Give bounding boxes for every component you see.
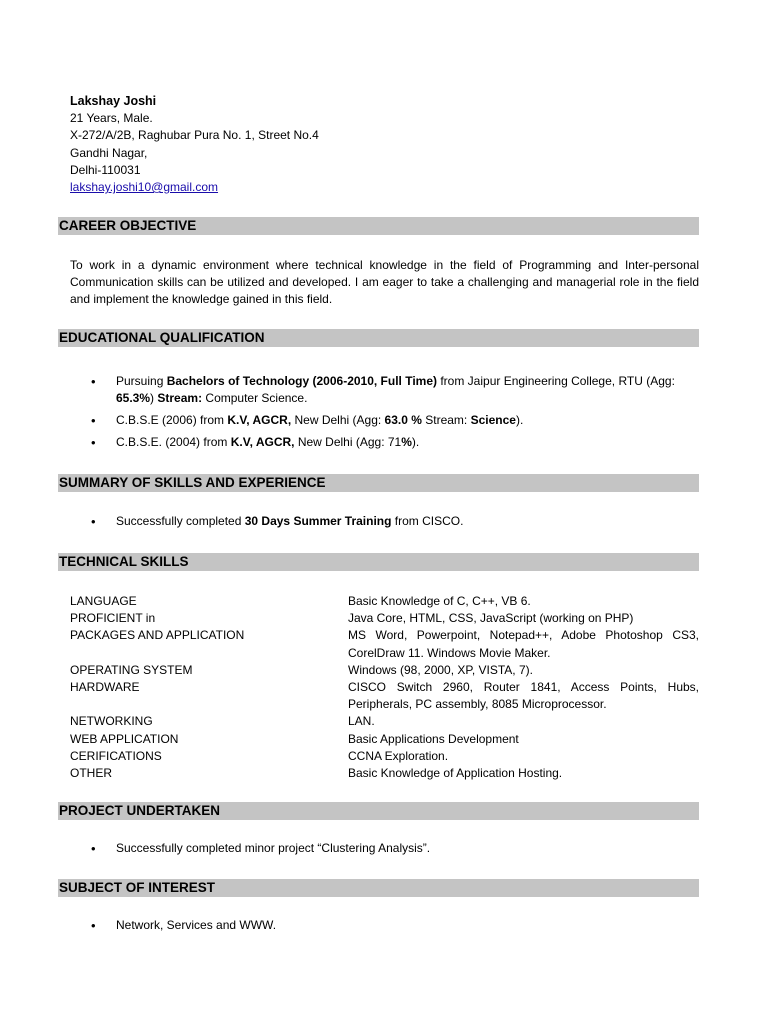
skill-value: Basic Knowledge of C, C++, VB 6.: [348, 594, 531, 608]
interest-heading: SUBJECT OF INTEREST: [58, 879, 699, 897]
skill-value: MS Word, Powerpoint, Notepad++, Adobe Photoshop CS3, CorelDraw 11. Windows Movie Maker.: [348, 628, 699, 660]
table-row: [70, 748, 699, 765]
skill-label: PROFICIENT in: [70, 611, 156, 626]
interest-list: [70, 917, 699, 939]
skill-value: Basic Applications Development: [348, 731, 519, 746]
skill-label: HARDWARE: [70, 680, 140, 695]
skill-label: CERIFICATIONS: [70, 748, 162, 763]
skill-label: WEB APPLICATION: [70, 731, 179, 746]
skill-label: PACKAGES AND APPLICATION: [70, 628, 245, 643]
address-line-1: X-272/A/2B, Raghubar Pura No. 1, Street No.4: [70, 128, 319, 143]
skills-summary-list: [70, 513, 699, 535]
skill-label: OTHER: [70, 766, 112, 781]
table-row: [70, 610, 699, 627]
list-item: • C.B.S.E (2006) from K.V, AGCR, New Delhi (Agg: 63.0 % Stream: Science).: [70, 412, 699, 429]
skill-value: CISCO Switch 2960, Router 1841, Access Points, Hubs, Peripherals, PC assembly, 8085 Microprocessor.: [348, 680, 699, 712]
skill-label: LANGUAGE: [70, 594, 137, 608]
list-item: • Network, Services and WWW.: [70, 917, 699, 934]
skill-value: Basic Knowledge of Application Hosting.: [348, 766, 563, 781]
career-objective-text: To work in a dynamic environment where technical knowledge in the field of Programming and Inter-personal Communication skills can be utilized and developed. I am eager to take a challenging and managerial role in the field and implement the knowledge gained in this field.: [70, 258, 699, 307]
education-heading: EDUCATIONAL QUALIFICATION: [58, 329, 699, 347]
address-line-2: Gandhi Nagar,: [70, 145, 148, 160]
technical-skills-heading: TECHNICAL SKILLS: [58, 553, 699, 571]
list-item: • Successfully completed minor project “Clustering Analysis”.: [70, 840, 699, 857]
table-row: [70, 765, 699, 782]
education-list: [70, 373, 699, 456]
applicant-name: Lakshay Joshi: [70, 94, 157, 108]
skill-label: OPERATING SYSTEM: [70, 662, 193, 677]
table-row: [70, 731, 699, 748]
contact-block: [70, 93, 319, 196]
technical-skills-table: [70, 593, 699, 782]
list-item: • Successfully completed 30 Days Summer Training from CISCO.: [70, 513, 699, 530]
age-gender: 21 Years, Male.: [70, 111, 153, 126]
list-item: • Pursuing Bachelors of Technology (2006-2010, Full Time) from Jaipur Engineering College, RTU (Agg: 65.3%) Stream: Computer Science.: [70, 373, 699, 407]
address-line-3: Delhi-110031: [70, 162, 141, 177]
skill-value: LAN.: [348, 714, 375, 729]
career-objective-heading: CAREER OBJECTIVE: [58, 217, 699, 235]
project-list: [70, 840, 699, 862]
project-heading: PROJECT UNDERTAKEN: [58, 802, 699, 820]
table-row: [70, 593, 699, 610]
table-row: [70, 627, 699, 661]
skills-summary-heading: SUMMARY OF SKILLS AND EXPERIENCE: [58, 474, 699, 492]
table-row: [70, 679, 699, 713]
list-item: • C.B.S.E. (2004) from K.V, AGCR, New Delhi (Agg: 71%).: [70, 434, 699, 451]
skill-label: NETWORKING: [70, 714, 153, 729]
skill-value: CCNA Exploration.: [348, 748, 449, 763]
email-link[interactable]: lakshay.joshi10@gmail.com: [70, 180, 219, 195]
skill-value: Java Core, HTML, CSS, JavaScript (working on PHP): [348, 611, 634, 626]
skill-value: Windows (98, 2000, XP, VISTA, 7).: [348, 662, 533, 677]
table-row: [70, 662, 699, 679]
table-row: [70, 713, 699, 730]
